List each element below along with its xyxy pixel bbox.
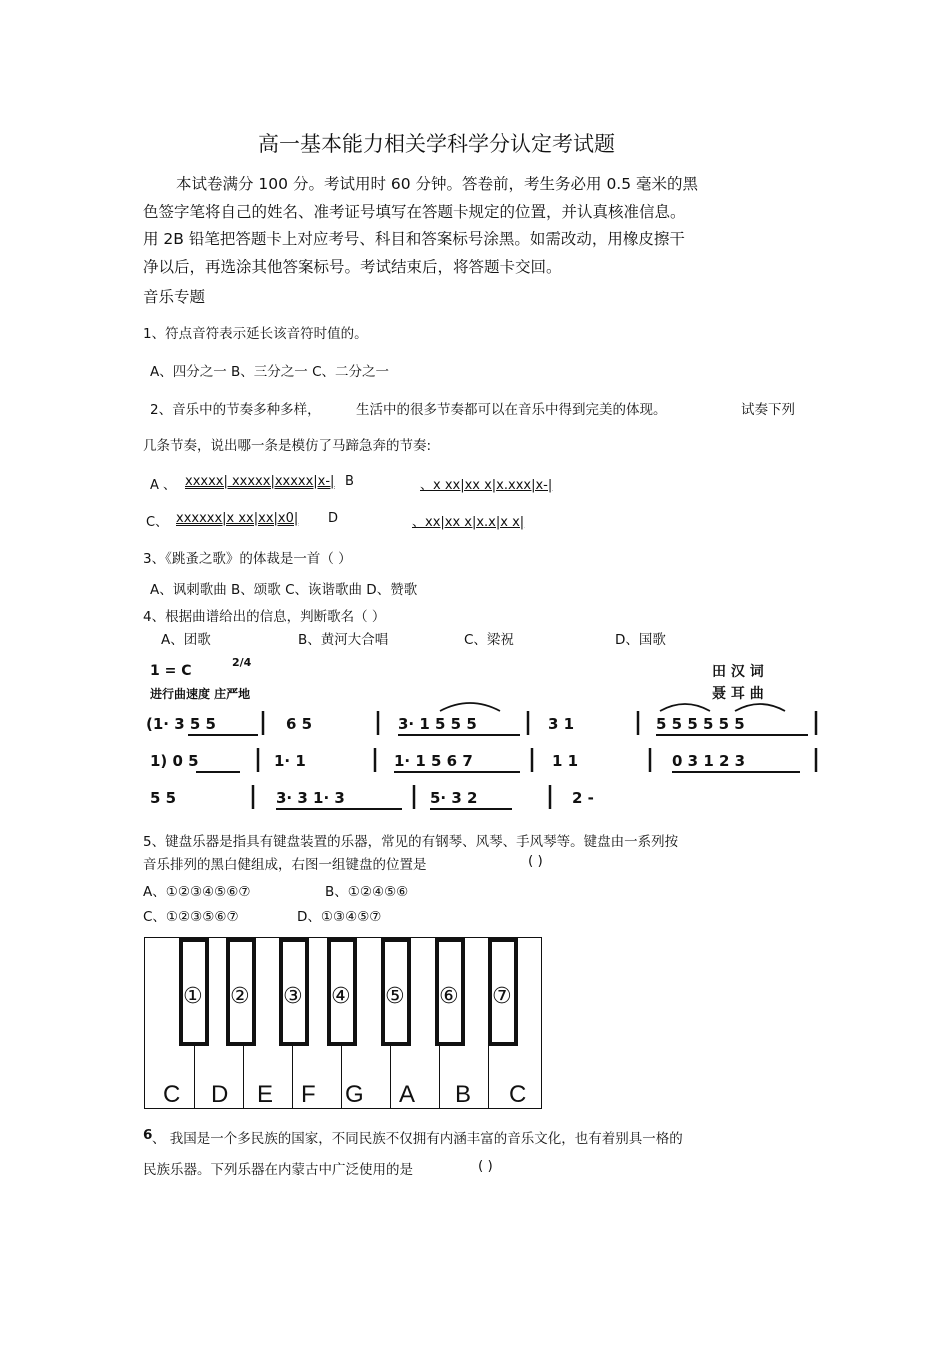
q6-number: 6 <box>143 1127 153 1143</box>
key-number-3: ③ <box>283 984 303 1009</box>
q2-stem-c: 试奏下列 <box>741 402 795 418</box>
key-number-6: ⑥ <box>439 984 459 1009</box>
score-row3-m4: 2 - <box>572 789 594 807</box>
score-composer: 聂 耳 曲 <box>712 686 764 702</box>
q5-option-b: B、①②④⑤⑥ <box>325 884 409 900</box>
key-number-5: ⑤ <box>385 984 405 1009</box>
q2-option-a-rhythm: xxxxx| xxxxx|xxxxx|x-| <box>185 474 335 489</box>
q4-stem: 4、根据曲谱给出的信息，判断歌名（ ） <box>143 609 386 625</box>
numbered-score <box>140 655 830 810</box>
score-row2-m3: 1· 1 5 6 7 <box>394 752 473 770</box>
q6-line2: 民族乐器。下列乐器在内蒙古中广泛使用的是 <box>143 1162 413 1178</box>
q6-paren: ( ) <box>478 1158 493 1174</box>
q2-option-c-rhythm: xxxxxx|x xx|xx|x0| <box>176 511 299 526</box>
q2-stem-line2: 几条节奏，说出哪一条是模仿了马蹄急奔的节奏: <box>143 438 432 454</box>
white-key-label-g: G <box>345 1081 364 1108</box>
key-number-1: ① <box>183 984 203 1009</box>
q2-stem-b: 生活中的很多节奏都可以在音乐中得到完美的体现。 <box>356 402 667 418</box>
score-row1-m2: 6 5 <box>286 715 313 733</box>
q2-option-a-label: A 、 <box>150 478 177 493</box>
intro-line-2: 色签字笔将自己的姓名、准考证号填写在答题卡规定的位置，并认真核准信息。 <box>143 203 686 221</box>
q1-options: A、四分之一 B、三分之一 C、二分之一 <box>150 364 390 380</box>
white-key-label-b: B <box>455 1081 472 1108</box>
q4-option-d: D、国歌 <box>615 632 666 648</box>
q3-options: A、讽刺歌曲 B、颂歌 C、诙谐歌曲 D、赞歌 <box>150 582 418 598</box>
q2-option-b-rhythm: 、x xx|xx x|x.xxx|x-| <box>420 478 553 493</box>
score-tempo: 进行曲速度 庄严地 <box>150 687 251 701</box>
q5-stem-line2: 音乐排列的黑白健组成，右图一组键盘的位置是 <box>143 857 427 873</box>
q1-stem: 1、符点音符表示延长该音符时值的。 <box>143 326 368 342</box>
white-key-label-d: D <box>211 1081 229 1108</box>
white-key-label-f: F <box>301 1081 316 1108</box>
intro-line-3: 用 2B 铅笔把答题卡上对应考号、科目和答案标号涂黑。如需改动，用橡皮擦干 <box>143 230 685 248</box>
score-lyricist: 田 汉 词 <box>712 664 764 680</box>
white-key-label-c: C <box>163 1081 181 1108</box>
score-row2-m4: 1 1 <box>552 752 579 770</box>
score-meter: 2/4 <box>232 656 252 669</box>
intro-line-4: 净以后，再选涂其他答案标号。考试结束后，将答题卡交回。 <box>143 258 562 276</box>
score-barlines <box>140 655 830 810</box>
score-row3-m1: 5 5 <box>150 789 177 807</box>
score-row1-m1: (1· 3 5 5 <box>146 715 216 733</box>
q3-stem: 3、《跳蚤之歌》的体裁是一首（ ） <box>143 551 352 567</box>
score-row2-m2: 1· 1 <box>274 752 306 770</box>
score-key: 1 = C <box>150 663 192 679</box>
score-row1-m3: 3· 1 5 5 5 <box>398 715 477 733</box>
score-row2-m5: 0 3 1 2 3 <box>672 752 746 770</box>
q4-option-c: C、梁祝 <box>464 632 514 648</box>
score-row3-m3: 5· 3 2 <box>430 789 478 807</box>
q2-option-c-label: C、 <box>146 515 169 530</box>
intro-line-1: 本试卷满分 100 分。考试用时 60 分钟。答卷前，考生务必用 0.5 毫米的黑 <box>176 175 699 193</box>
white-key-label-c-high: C <box>509 1081 527 1108</box>
q2-option-d-rhythm: 、xx|xx x|x.x|x x| <box>412 515 525 530</box>
q4-option-a: A、团歌 <box>161 632 211 648</box>
key-number-2: ② <box>230 984 250 1009</box>
keyboard-diagram <box>144 937 542 1109</box>
score-row1-m5: 5 5 5 5 5 5 <box>656 715 745 733</box>
q2-option-d-label: D <box>328 511 339 526</box>
q5-stem-line1: 5、键盘乐器是指具有键盘装置的乐器，常见的有钢琴、风琴、手风琴等。键盘由一系列按 <box>143 834 679 850</box>
key-number-4: ④ <box>331 984 351 1009</box>
white-key-label-e: E <box>257 1081 274 1108</box>
section-heading: 音乐专题 <box>143 288 206 306</box>
q2-option-b-label: B <box>345 474 354 489</box>
score-row3-m2: 3· 3 1· 3 <box>276 789 345 807</box>
q2-stem-a: 2、音乐中的节奏多种多样， <box>150 402 321 418</box>
white-key-label-a: A <box>399 1081 416 1108</box>
page-title: 高一基本能力相关学科学分认定考试题 <box>258 132 615 156</box>
score-row1-m4: 3 1 <box>548 715 575 733</box>
q5-option-d: D、①③④⑤⑦ <box>297 909 382 925</box>
key-number-7: ⑦ <box>492 984 512 1009</box>
q6-line1: 、 我国是一个多民族的国家，不同民族不仅拥有内涵丰富的音乐文化，也有着别具一格的 <box>152 1131 683 1147</box>
q5-paren: ( ) <box>528 853 543 869</box>
q4-option-b: B、黄河大合唱 <box>298 632 389 648</box>
q5-option-c: C、①②③⑤⑥⑦ <box>143 909 239 925</box>
q5-option-a: A、①②③④⑤⑥⑦ <box>143 884 251 900</box>
score-row2-m1: 1) 0 5 <box>150 752 199 770</box>
